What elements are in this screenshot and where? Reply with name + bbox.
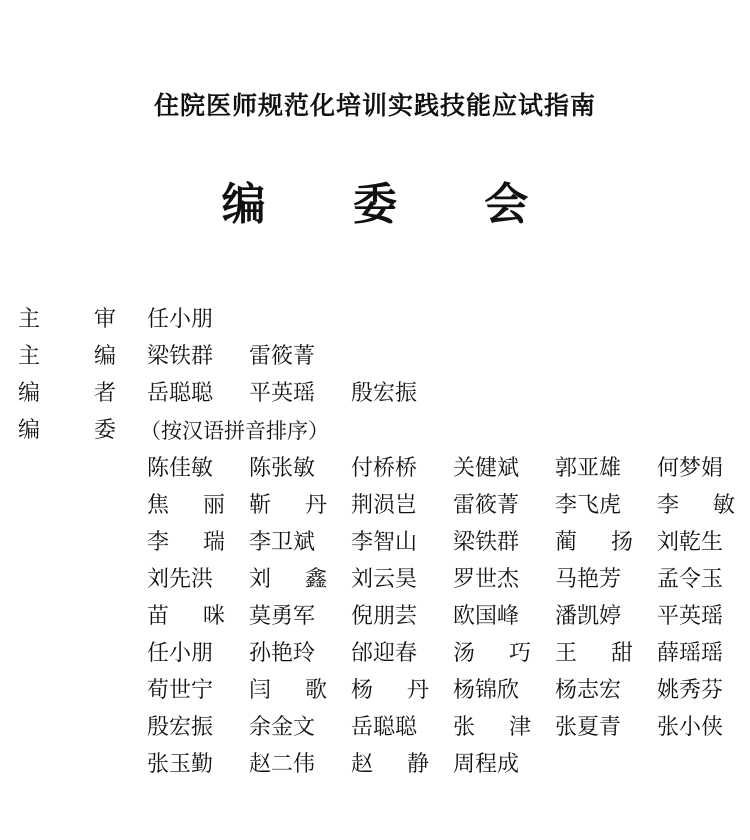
committee-member: 靳 丹 <box>249 493 327 518</box>
person-name: 梁铁群 <box>147 344 214 369</box>
committee-heading: 编 委 会 <box>221 179 565 230</box>
committee-member: 张夏青 <box>555 715 622 740</box>
committee-member: 潘凯婷 <box>555 604 622 629</box>
committee-member: 荆涢岂 <box>351 493 418 518</box>
committee-member: 孟令玉 <box>657 567 724 592</box>
role-char: 编 <box>18 381 41 406</box>
committee-member: 杨 丹 <box>351 678 429 703</box>
committee-member: 李 敏 <box>657 493 735 518</box>
committee-member: 余金文 <box>249 715 316 740</box>
role-char: 编 <box>94 344 117 369</box>
committee-member: 李卫斌 <box>249 530 316 555</box>
committee-member: 梁铁群 <box>453 530 520 555</box>
committee-member: 刘 鑫 <box>249 567 327 592</box>
person-name: 平英瑶 <box>249 381 316 406</box>
committee-member: 邰迎春 <box>351 641 418 666</box>
committee-member: 莫勇军 <box>249 604 316 629</box>
role-char: 委 <box>94 418 117 443</box>
committee-member: 杨志宏 <box>555 678 622 703</box>
committee-member: 任小朋 <box>147 641 214 666</box>
committee-member: 陈佳敏 <box>147 456 214 481</box>
role-author-label <box>18 376 128 412</box>
committee-member: 李 瑞 <box>147 530 225 555</box>
committee-member: 岳聪聪 <box>351 715 418 740</box>
role-chief-reviewer-label <box>18 302 128 338</box>
committee-member: 赵二伟 <box>249 752 316 777</box>
committee-member: 杨锦欣 <box>453 678 520 703</box>
committee-member: 陈张敏 <box>249 456 316 481</box>
committee-member: 郭亚雄 <box>555 456 622 481</box>
committee-member: 张 津 <box>453 715 531 740</box>
role-committee-label <box>18 413 128 449</box>
committee-member: 刘乾生 <box>657 530 724 555</box>
committee-member: 薛瑶瑶 <box>657 641 724 666</box>
committee-member: 刘云昊 <box>351 567 418 592</box>
committee-member: 马艳芳 <box>555 567 622 592</box>
person-name: 雷筱菁 <box>249 344 316 369</box>
chief-editor-names <box>147 339 351 375</box>
chief-reviewer-names <box>147 302 249 338</box>
committee-member: 罗世杰 <box>453 567 520 592</box>
committee-member: 苗 咪 <box>147 604 225 629</box>
committee-member: 平英瑶 <box>657 604 724 629</box>
committee-member: 何梦娟 <box>657 456 724 481</box>
committee-member: 荀世宁 <box>147 678 214 703</box>
committee-member: 汤 巧 <box>453 641 531 666</box>
role-char: 编 <box>18 418 41 443</box>
committee-member: 关健斌 <box>453 456 520 481</box>
committee-member: 殷宏振 <box>147 715 214 740</box>
role-char: 审 <box>94 307 117 332</box>
committee-member: 雷筱菁 <box>453 493 520 518</box>
committee-member: 倪朋芸 <box>351 604 418 629</box>
committee-member: 姚秀芬 <box>657 678 724 703</box>
committee-member: 闫 歌 <box>249 678 327 703</box>
person-name: 任小朋 <box>147 307 214 332</box>
committee-member: 张玉勤 <box>147 752 214 777</box>
committee-member: 周程成 <box>453 752 520 777</box>
committee-member: 欧国峰 <box>453 604 520 629</box>
committee-member: 王 甜 <box>555 641 633 666</box>
committee-member: 李飞虎 <box>555 493 622 518</box>
person-name: 殷宏振 <box>351 381 418 406</box>
role-char: 主 <box>18 344 41 369</box>
person-name: 岳聪聪 <box>147 381 214 406</box>
committee-member: 李智山 <box>351 530 418 555</box>
ordering-note: （按汉语拼音排序） <box>140 419 329 443</box>
committee-member: 焦 丽 <box>147 493 225 518</box>
committee-member: 蔺 扬 <box>555 530 633 555</box>
committee-member: 孙艳玲 <box>249 641 316 666</box>
committee-member: 刘先洪 <box>147 567 214 592</box>
committee-member-grid <box>147 450 747 783</box>
committee-member: 赵 静 <box>351 752 429 777</box>
committee-member: 张小侠 <box>657 715 724 740</box>
author-names <box>147 376 453 412</box>
role-char: 者 <box>94 381 117 406</box>
role-char: 主 <box>18 307 41 332</box>
committee-member: 付桥桥 <box>351 456 418 481</box>
book-title: 住院医师规范化培训实践技能应试指南 <box>153 91 596 120</box>
role-chief-editor-label <box>18 339 128 375</box>
